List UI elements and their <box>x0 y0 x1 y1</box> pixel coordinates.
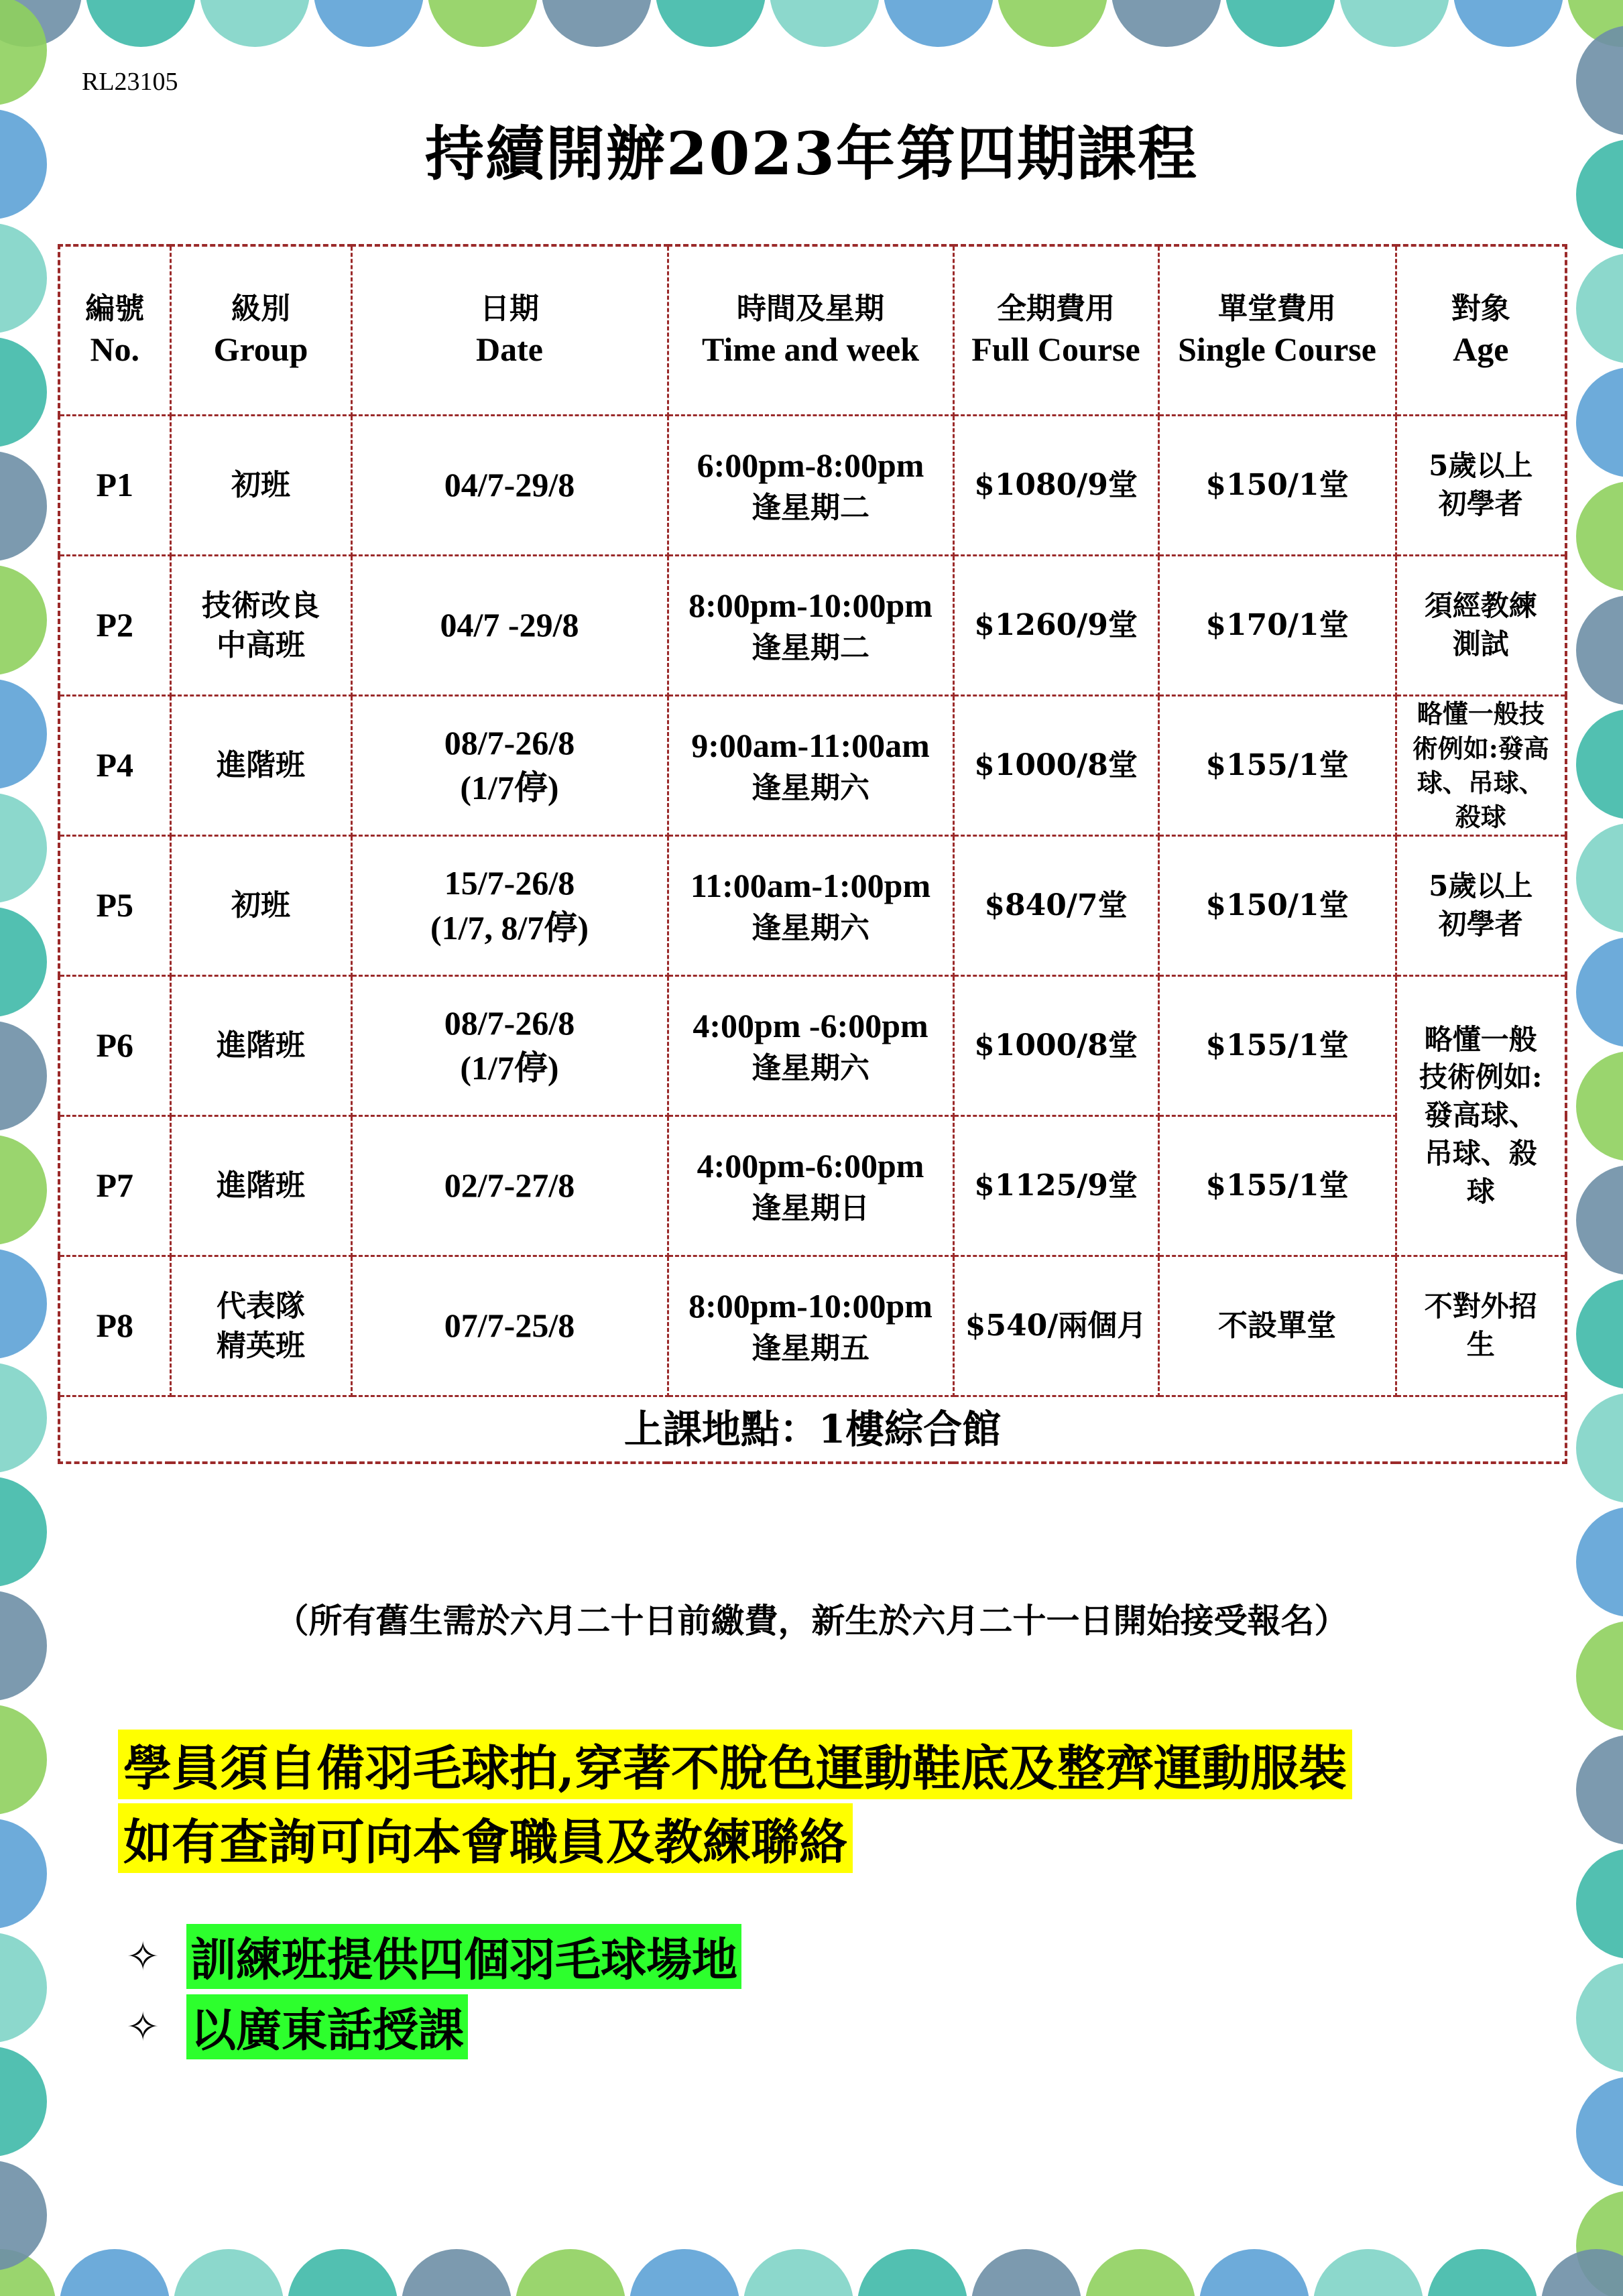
border-circle <box>0 1705 47 1815</box>
cell-no: P1 <box>59 416 170 556</box>
table-row <box>59 556 1566 696</box>
cell-age: 5歲以上 初學者 <box>1396 836 1566 976</box>
header-full-course: 全期費用 Full Course <box>953 245 1158 416</box>
border-circle <box>0 223 47 333</box>
cell-no: P4 <box>59 696 170 836</box>
border-circle <box>288 2249 398 2296</box>
cell-date: 08/7-26/8 (1/7停) <box>351 976 668 1116</box>
table-row <box>59 1116 1566 1256</box>
border-circle <box>174 2249 284 2296</box>
border-circle <box>200 0 310 47</box>
border-circle <box>1339 0 1449 47</box>
cell-single-fee: $170/1堂 <box>1158 556 1396 696</box>
highlight-equipment-notice: 學員須自備羽毛球拍,穿著不脫色運動鞋底及整齊運動服裝 <box>118 1730 1352 1799</box>
border-circle <box>0 793 47 903</box>
border-circle <box>314 0 424 47</box>
border-circle <box>86 0 196 47</box>
cell-date: 04/7-29/8 <box>351 416 668 556</box>
cell-single-fee: $155/1堂 <box>1158 976 1396 1116</box>
table-row <box>59 1256 1566 1396</box>
table-row <box>59 416 1566 556</box>
bullet-item-language: ✧ 以廣東話授課 <box>126 1994 468 2059</box>
border-circle <box>1199 2249 1309 2296</box>
location-row <box>59 1396 1566 1463</box>
border-circle <box>428 0 538 47</box>
header-group: 級別 Group <box>170 245 351 416</box>
border-circle <box>1576 595 1623 705</box>
border-circle <box>0 1363 47 1473</box>
border-circle <box>1576 1735 1623 1845</box>
border-circle <box>743 2249 853 2296</box>
header-date: 日期 Date <box>351 245 668 416</box>
cell-group: 代表隊 精英班 <box>170 1256 351 1396</box>
cell-date: 15/7-26/8 (1/7, 8/7停) <box>351 836 668 976</box>
border-circle <box>1576 253 1623 363</box>
cell-full-fee: $1000/8堂 <box>953 696 1158 836</box>
border-circle <box>1576 481 1623 591</box>
border-circle <box>0 337 47 447</box>
header-time: 時間及星期 Time and week <box>668 245 953 416</box>
border-circle <box>1576 2077 1623 2187</box>
cell-time: 11:00am-1:00pm 逢星期六 <box>668 836 953 976</box>
border-circle <box>0 0 47 105</box>
cell-time: 8:00pm-10:00pm 逢星期二 <box>668 556 953 696</box>
border-circle <box>1576 937 1623 1047</box>
class-location: 上課地點：1樓綜合館 <box>59 1396 1566 1463</box>
cell-date: 07/7-25/8 <box>351 1256 668 1396</box>
cell-group: 初班 <box>170 416 351 556</box>
table-row <box>59 976 1566 1116</box>
cell-group: 進階班 <box>170 976 351 1116</box>
border-circle <box>1576 1849 1623 1959</box>
border-circle <box>1576 1393 1623 1503</box>
cell-group: 技術改良 中高班 <box>170 556 351 696</box>
border-circle <box>60 2249 170 2296</box>
bullet-item-courts: ✧ 訓練班提供四個羽毛球場地 <box>126 1924 741 1989</box>
cell-time: 8:00pm-10:00pm 逢星期五 <box>668 1256 953 1396</box>
cell-single-fee: 不設單堂 <box>1158 1256 1396 1396</box>
border-circle <box>0 0 82 47</box>
cell-time: 6:00pm-8:00pm 逢星期二 <box>668 416 953 556</box>
border-circle <box>1427 2249 1537 2296</box>
cell-single-fee: $150/1堂 <box>1158 416 1396 556</box>
cell-age: 5歲以上 初學者 <box>1396 416 1566 556</box>
border-circle <box>1225 0 1335 47</box>
border-circle <box>971 2249 1081 2296</box>
cell-date: 04/7 -29/8 <box>351 556 668 696</box>
reference-code: RL23105 <box>82 68 178 96</box>
border-circle <box>1576 709 1623 819</box>
border-circle <box>1576 823 1623 933</box>
cell-age: 須經教練 測試 <box>1396 556 1566 696</box>
border-circle <box>0 907 47 1017</box>
border-circle <box>770 0 880 47</box>
page-title: 持續開辦2023年第四期課程 <box>425 119 1198 188</box>
border-circle <box>0 1135 47 1245</box>
border-circle <box>1111 0 1221 47</box>
border-circle <box>1576 1963 1623 2073</box>
border-circle <box>516 2249 625 2296</box>
cell-no: P2 <box>59 556 170 696</box>
border-circle <box>0 2047 47 2157</box>
border-circle <box>1313 2249 1423 2296</box>
cell-no: P5 <box>59 836 170 976</box>
diamond-outline-icon: ✧ <box>126 1933 160 1980</box>
border-circle <box>402 2249 512 2296</box>
cell-time: 4:00pm -6:00pm 逢星期六 <box>668 976 953 1116</box>
border-circle <box>542 0 652 47</box>
cell-age: 略懂一般技 術例如:發高 球、吊球、 殺球 <box>1396 696 1566 836</box>
border-circle <box>0 2249 56 2296</box>
diamond-outline-icon: ✧ <box>126 2003 160 2051</box>
cell-full-fee: $1125/9堂 <box>953 1116 1158 1256</box>
border-circle <box>884 0 994 47</box>
cell-single-fee: $150/1堂 <box>1158 836 1396 976</box>
course-schedule-table <box>58 244 1567 1464</box>
highlight-enquiry-notice: 如有查詢可向本會職員及教練聯絡 <box>118 1803 853 1873</box>
cell-full-fee: $1000/8堂 <box>953 976 1158 1116</box>
border-circle <box>1576 1165 1623 1275</box>
border-circle <box>1085 2249 1195 2296</box>
cell-full-fee: $540/兩個月 <box>953 1256 1158 1396</box>
cell-single-fee: $155/1堂 <box>1158 1116 1396 1256</box>
cell-full-fee: $1260/9堂 <box>953 556 1158 696</box>
header-age: 對象 Age <box>1396 245 1566 416</box>
border-circle <box>1576 2191 1623 2296</box>
border-circle <box>857 2249 967 2296</box>
border-circle <box>0 565 47 675</box>
cell-single-fee: $155/1堂 <box>1158 696 1396 836</box>
header-single-course: 單堂費用 Single Course <box>1158 245 1396 416</box>
cell-time: 4:00pm-6:00pm 逢星期日 <box>668 1116 953 1256</box>
cell-full-fee: $1080/9堂 <box>953 416 1158 556</box>
border-circle <box>0 1249 47 1359</box>
border-circle <box>0 2161 47 2271</box>
cell-age: 不對外招 生 <box>1396 1256 1566 1396</box>
table-row <box>59 836 1566 976</box>
border-circle <box>629 2249 739 2296</box>
table-header-row <box>59 245 1566 416</box>
cell-group: 進階班 <box>170 1116 351 1256</box>
cell-no: P7 <box>59 1116 170 1256</box>
cell-date: 08/7-26/8 (1/7停) <box>351 696 668 836</box>
border-circle <box>0 1933 47 2043</box>
border-circle <box>0 1021 47 1131</box>
table-row <box>59 696 1566 836</box>
cell-time: 9:00am-11:00am 逢星期六 <box>668 696 953 836</box>
border-circle <box>0 1477 47 1587</box>
border-circle <box>1576 367 1623 477</box>
header-no: 編號 No. <box>59 245 170 416</box>
border-circle <box>0 679 47 789</box>
border-circle <box>1541 2249 1623 2296</box>
border-circle <box>998 0 1107 47</box>
cell-no: P6 <box>59 976 170 1116</box>
cell-age: 略懂一般 技術例如: 發高球、 吊球、殺 球 <box>1396 976 1566 1256</box>
cell-full-fee: $840/7堂 <box>953 836 1158 976</box>
border-circle <box>0 1819 47 1929</box>
cell-date: 02/7-27/8 <box>351 1116 668 1256</box>
cell-group: 進階班 <box>170 696 351 836</box>
border-circle <box>656 0 766 47</box>
cell-no: P8 <box>59 1256 170 1396</box>
border-circle <box>1576 1279 1623 1389</box>
border-circle <box>1453 0 1563 47</box>
border-circle <box>1567 0 1623 47</box>
cell-group: 初班 <box>170 836 351 976</box>
border-circle <box>1576 1051 1623 1161</box>
border-circle <box>0 451 47 561</box>
payment-note: （所有舊生需於六月二十日前繳費，新生於六月二十一日開始接受報名） <box>275 1601 1348 1640</box>
